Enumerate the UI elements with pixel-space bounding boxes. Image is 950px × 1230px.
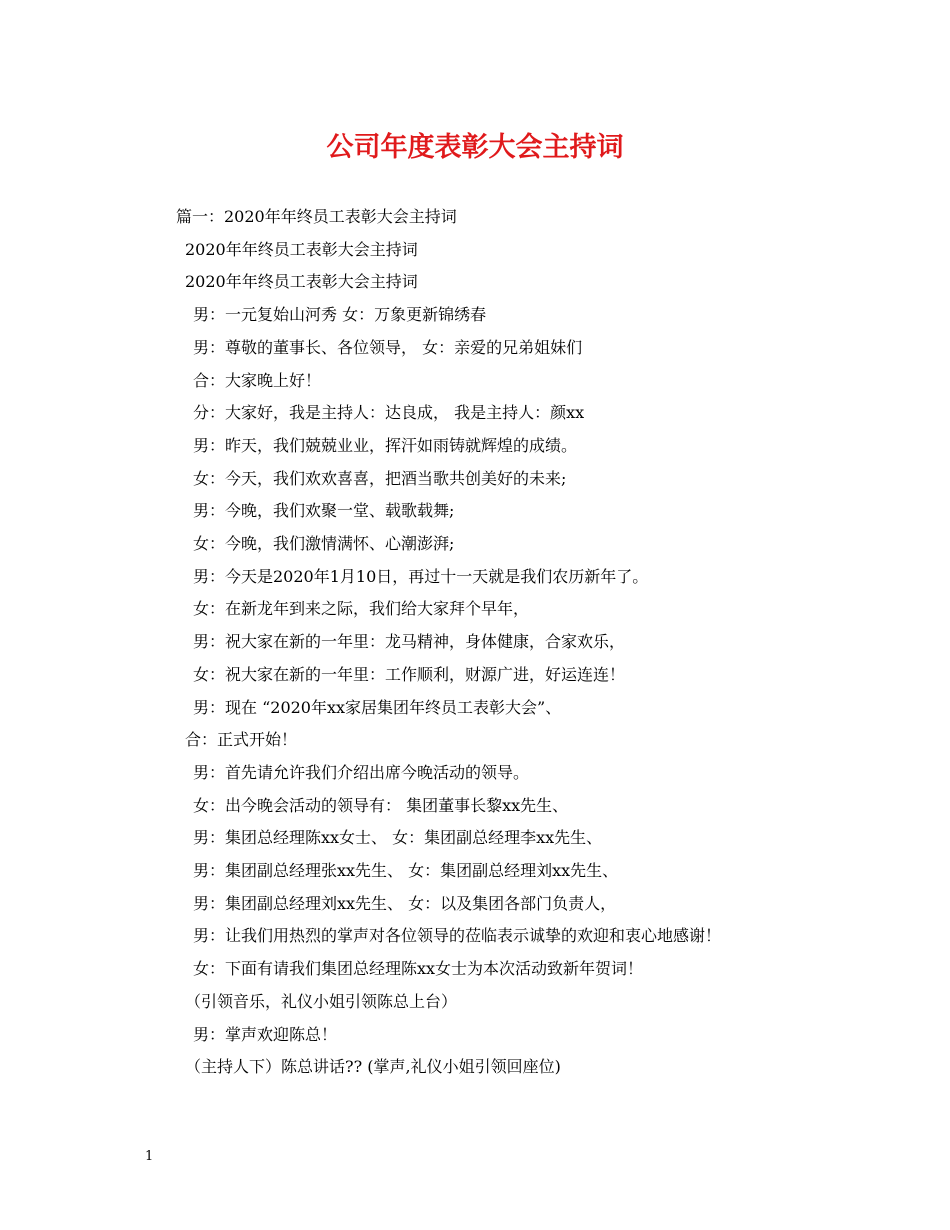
text-line: 合：大家晚上好！	[193, 370, 322, 390]
text-line: 男：今晚，我们欢聚一堂、载歌载舞;	[193, 501, 455, 521]
text-line: 女：在新龙年到来之际，我们给大家拜个早年，	[193, 599, 530, 619]
text-line: 男：集团副总经理刘xx先生、 女：以及集团各部门负责人，	[193, 893, 617, 913]
text-line: 男：掌声欢迎陈总！	[193, 1024, 338, 1044]
text-line: 女：下面有请我们集团总经理陈xx女士为本次活动致新年贺词！	[193, 959, 644, 979]
text-line: 女：今天，我们欢欢喜喜，把酒当歌共创美好的未来;	[193, 468, 567, 488]
text-line: 男：昨天，我们兢兢业业，挥汗如雨铸就辉煌的成绩。	[193, 435, 578, 455]
text-line: 男：祝大家在新的一年里：龙马精神，身体健康，合家欢乐，	[193, 632, 626, 652]
text-line: 男：集团总经理陈xx女士、 女：集团副总经理李xx先生、	[193, 828, 603, 848]
text-line: 男：集团副总经理张xx先生、 女：集团副总经理刘xx先生、	[193, 861, 619, 880]
text-line: 男：今天是2020年1月10日，再过十一天就是我们农历新年了。	[193, 566, 649, 586]
text-line: 女：今晚，我们激情满怀、心潮澎湃;	[193, 534, 455, 553]
text-line: 女：出今晚会活动的领导有： 集团董事长黎xx先生、	[193, 795, 569, 815]
text-line: 篇一：2020年年终员工表彰大会主持词	[176, 207, 457, 226]
text-line: 分：大家好，我是主持人：达良成， 我是主持人：颜xx	[193, 403, 585, 423]
text-line: 男：尊敬的董事长、各位领导， 女：亲爱的兄弟姐妹们	[193, 337, 583, 357]
text-line: 女：祝大家在新的一年里：工作顺利，财源广进，好运连连！	[193, 664, 626, 684]
text-line: 男：现在 “2020年xx家居集团年终员工表彰大会”、	[193, 697, 562, 717]
text-line: 男：一元复始山河秀 女：万象更新锦绣春	[193, 305, 487, 325]
text-line: 男：让我们用热烈的掌声对各位领导的莅临表示诚挚的欢迎和衷心地感谢！	[193, 926, 722, 946]
text-line: 2020年年终员工表彰大会主持词	[185, 272, 418, 292]
text-line: （主持人下）陈总讲话?? (掌声,礼仪小姐引领回座位)	[185, 1057, 561, 1077]
text-line: 合：正式开始！	[185, 730, 298, 750]
text-line: 2020年年终员工表彰大会主持词	[185, 239, 418, 259]
text-line: 男：首先请允许我们介绍出席今晚活动的领导。	[193, 762, 530, 782]
page-title: 公司年度表彰大会主持词	[326, 132, 624, 163]
text-line: （引领音乐，礼仪小姐引领陈总上台）	[185, 991, 458, 1011]
page-number: 1	[145, 1149, 154, 1164]
